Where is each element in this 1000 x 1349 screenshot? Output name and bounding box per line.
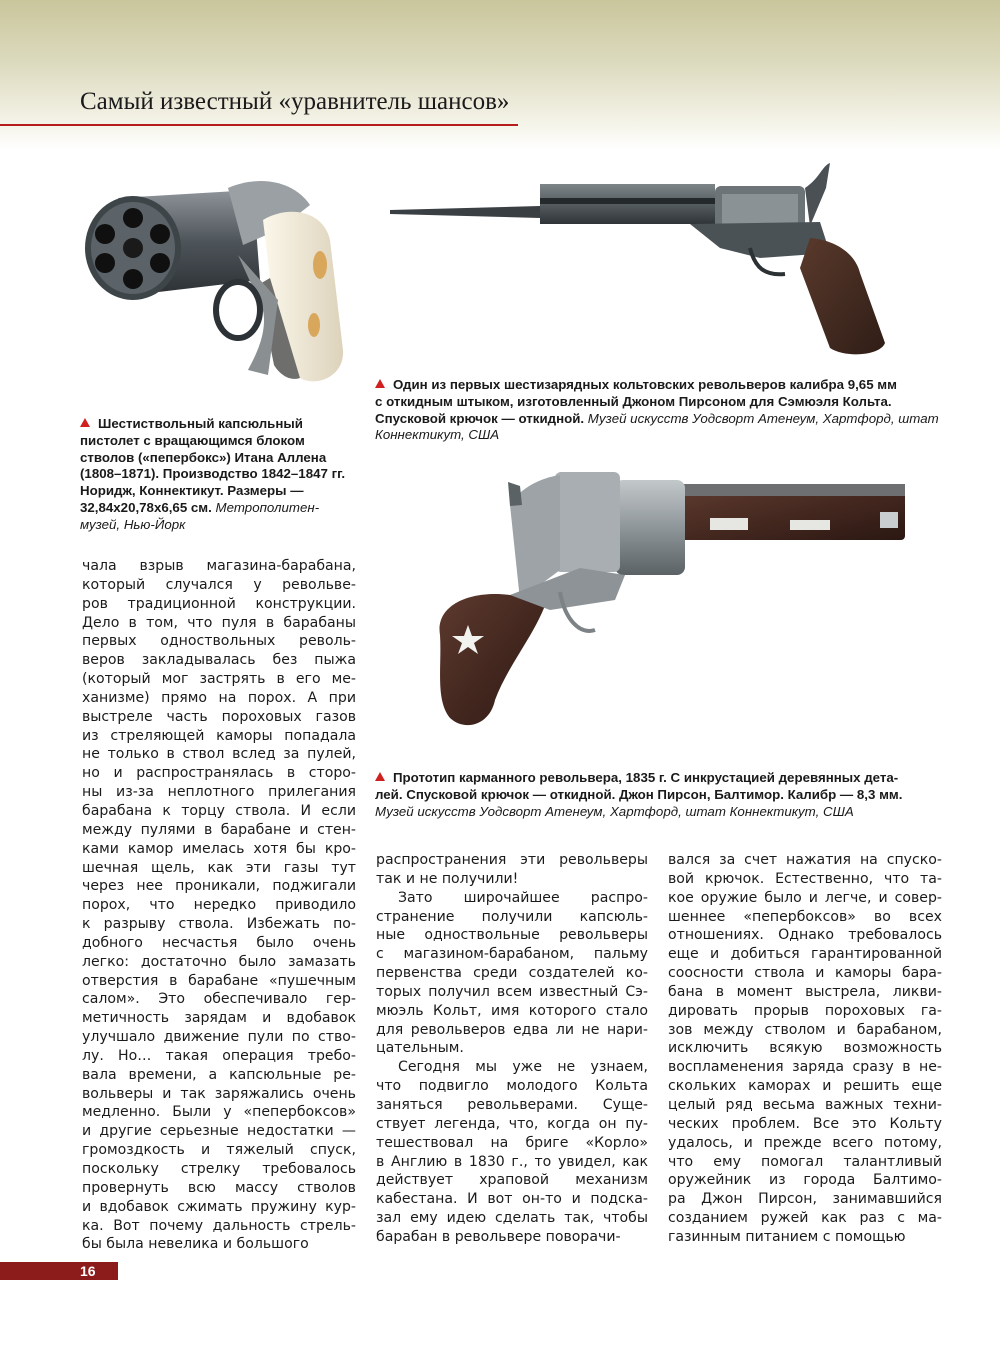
text-line: вался за счет нажатия на спуско-: [668, 852, 942, 868]
body-column-1: [82, 557, 356, 1254]
text-line: так и не получили!: [376, 870, 519, 887]
text-line: воспламенения заряда сразу в не-: [668, 1059, 942, 1076]
text-line: что ему помогал талантливый: [668, 1153, 942, 1170]
text-line: целый ряд весьма важных техни-: [668, 1096, 942, 1113]
text-line: цательным.: [376, 1040, 464, 1057]
text-line: тешествовал на бриге «Корло»: [376, 1134, 648, 1151]
text-line: скольких каморах и решить еще: [668, 1078, 942, 1095]
page-number: 16: [80, 1263, 96, 1279]
text-line: вала времени, а капсюльные ре-: [82, 1066, 356, 1083]
text-line: отверстия в барабане «пушечным: [82, 972, 356, 989]
text-line: заняться револьверами. Суще-: [376, 1096, 648, 1113]
text-line: что подвигло молодого Кольта: [376, 1078, 648, 1095]
text-line: к разрыву ствола. Избежать по-: [82, 916, 356, 933]
text-line: для револьверов едва ли не нари-: [376, 1021, 648, 1038]
red-triangle-icon: [375, 379, 385, 388]
caption-credit: Музей искусств Уодсворт Атенеум, Хартфорд, штат Коннектикут, США: [375, 803, 854, 819]
caption-line: (1808–1871). Производство 1842–1847 гг.: [80, 466, 346, 482]
caption-line: Прототип карманного револьвера, 1835 г. С инкрустацией деревянных дета-: [393, 770, 899, 785]
text-line: первых одноствольных револь-: [82, 633, 356, 650]
text-line: легко: достаточно было замазать: [82, 953, 356, 970]
text-line: из стреляющей каморы попадала: [82, 727, 356, 744]
page-title: Самый известный «уравнитель шансов»: [80, 88, 510, 115]
text-line: первенства среди создателей ко-: [376, 965, 648, 982]
text-line: метичность зарядам и вдобавок: [82, 1010, 356, 1027]
text-line: не только в ствол вслед за пулей,: [82, 746, 356, 763]
text-line: кабестана. И вот он-то и подска-: [376, 1191, 648, 1208]
text-line: ческих проблем. Все это Кольту: [668, 1115, 942, 1132]
caption-pocket-prototype: [375, 770, 955, 820]
text-line: шеннее «пепербоксов» во всех: [668, 908, 942, 925]
text-line: вой крючок. Естественно, что та-: [668, 870, 942, 887]
text-line: ра Джон Пирсон, занимавшийся: [668, 1191, 942, 1208]
text-line: но и распространялась в сторо-: [82, 765, 356, 782]
caption-credit: Коннектикут, США: [375, 427, 500, 443]
text-line: улучшало движение пули по ство-: [82, 1029, 356, 1046]
text-line: Зато широчайшее распро-: [398, 889, 648, 906]
caption-colt-bayonet: [375, 377, 939, 444]
text-line: торых получил всем известный Сэ-: [376, 983, 648, 1000]
text-line: поскольку стрелку требовалось: [82, 1161, 356, 1177]
caption-line: лей. Спусковой крючок — откидной. Джон Пирсон, Балтимор. Калибр — 8,3 мм.: [375, 786, 903, 802]
text-line: зов между стволом и барабаном,: [668, 1021, 942, 1038]
text-line: бана в момент выстрела, ликви-: [668, 983, 942, 1000]
text-line: в Англию в 1830 г., то увидел, как: [376, 1153, 648, 1170]
caption-line: Норидж, Коннектикут. Размеры —: [80, 483, 304, 499]
text-line: вольверы и так заряжались очень: [82, 1085, 356, 1102]
caption-line: 32,84х20,78х6,65 см.: [80, 499, 212, 515]
caption-credit: музей, Нью-Йорк: [80, 516, 186, 532]
caption-pepperbox: [80, 416, 370, 534]
text-line: ханизме) прямо на порох. А при: [82, 689, 356, 706]
text-line: ка. Вот почему дальность стрель-: [82, 1217, 356, 1234]
text-line: удалось, и прежде всего потому,: [668, 1134, 942, 1151]
text-line: и другие серьезные недостатки —: [82, 1123, 356, 1140]
text-line: добного несчастья было очень: [82, 934, 356, 951]
text-line: барабана к торцу ствола. И если: [82, 802, 356, 819]
text-line: газинным питанием с помощью: [668, 1228, 906, 1245]
text-line: порох, что нередко приводило: [82, 897, 356, 914]
text-line: провернуть всю массу стволов: [82, 1179, 356, 1196]
text-line: шечная щель, как эти газы тут: [82, 859, 356, 876]
text-line: чала взрыв магазина-барабана,: [82, 558, 356, 574]
colt-bayonet-revolver-image: [390, 158, 890, 358]
text-line: лу. Но… такая операция требо-: [82, 1047, 356, 1064]
caption-line: пистолет с вращающимся блоком: [80, 432, 305, 448]
caption-credit: Музей искусств Уодсворт Атенеум, Хартфорд, штат: [587, 410, 939, 426]
red-triangle-icon: [375, 772, 385, 781]
title-underline: [0, 124, 518, 126]
text-line: странение получили капсюль-: [376, 908, 648, 925]
text-line: еще и добиться гарантированной: [668, 946, 942, 963]
text-line: веров закладывалась без пыжа: [82, 652, 356, 669]
text-line: и вдобавок сжимать пружину кур-: [82, 1198, 356, 1215]
text-line: ров традиционной конструкции.: [82, 595, 356, 612]
text-line: зал ему идею сделать так, чтобы: [376, 1210, 648, 1227]
text-line: медленно. Были у «пепербоксов»: [82, 1104, 356, 1121]
body-column-3: [668, 851, 942, 1247]
text-line: действует храповой механизм: [376, 1172, 648, 1189]
text-line: через нее проникали, поджигали: [82, 878, 356, 895]
text-line: Дело в том, что пуля в барабаны: [82, 614, 356, 631]
text-line: исключить всякую возможность: [668, 1040, 942, 1057]
text-line: барабан в револьвере поворачи-: [376, 1228, 621, 1245]
header-band: [0, 0, 1000, 150]
caption-line: Спусковой крючок — откидной.: [375, 410, 585, 426]
text-line: ками камор имелась хотя бы кро-: [82, 840, 356, 857]
caption-credit: Метрополитен-: [215, 499, 320, 515]
text-line: ные одноствольные револьверы: [376, 927, 648, 944]
text-line: салом». Это обеспечивало гер-: [82, 991, 356, 1008]
caption-line: Один из первых шестизарядных кольтовских револьверов калибра 9,65 мм: [393, 377, 897, 392]
text-line: выстреле часть пороховых газов: [82, 708, 356, 725]
caption-line: стволов («пепербокс») Итана Аллена: [80, 449, 327, 465]
text-line: ствует легенда, что, когда он пу-: [376, 1115, 648, 1132]
text-line: кое оружие было и легче, и совер-: [668, 889, 942, 906]
page-number-tab: [0, 1262, 118, 1280]
text-line: отношениях. Однако требовалось: [668, 927, 942, 944]
text-line: оружейник из города Балтимо-: [668, 1172, 942, 1189]
text-line: дировать прорыв пороховых га-: [668, 1002, 942, 1019]
text-line: распространения эти револьверы: [376, 852, 648, 868]
caption-line: с откидным штыком, изготовленный Джоном Пирсоном для Сэмюэля Кольта.: [375, 393, 892, 409]
text-line: громоздкость и тяжелый спуск,: [82, 1142, 356, 1159]
text-line: созданием ружей как раз с ма-: [668, 1210, 942, 1227]
pepperbox-pistol-image: [78, 160, 348, 395]
text-line: соосности ствола и каморы бара-: [668, 965, 942, 982]
text-line: Сегодня мы уже не узнаем,: [398, 1059, 648, 1076]
text-line: ны из-за неплотного прилегания: [82, 784, 356, 801]
text-line: мюэль Кольт, имя которого стало: [376, 1002, 648, 1019]
pocket-revolver-prototype-image: [410, 460, 910, 740]
caption-line: Шестиствольный капсюльный: [98, 416, 303, 431]
text-line: бы была невелика и большого: [82, 1236, 309, 1253]
text-line: между пулями в барабане и стен-: [82, 821, 356, 838]
text-line: с магазином-барабаном, пальму: [376, 946, 648, 963]
red-triangle-icon: [80, 418, 90, 427]
text-line: который случался у револьве-: [82, 576, 356, 593]
text-line: (который мог застрять в его ме-: [82, 671, 356, 688]
body-column-2: [376, 851, 648, 1247]
